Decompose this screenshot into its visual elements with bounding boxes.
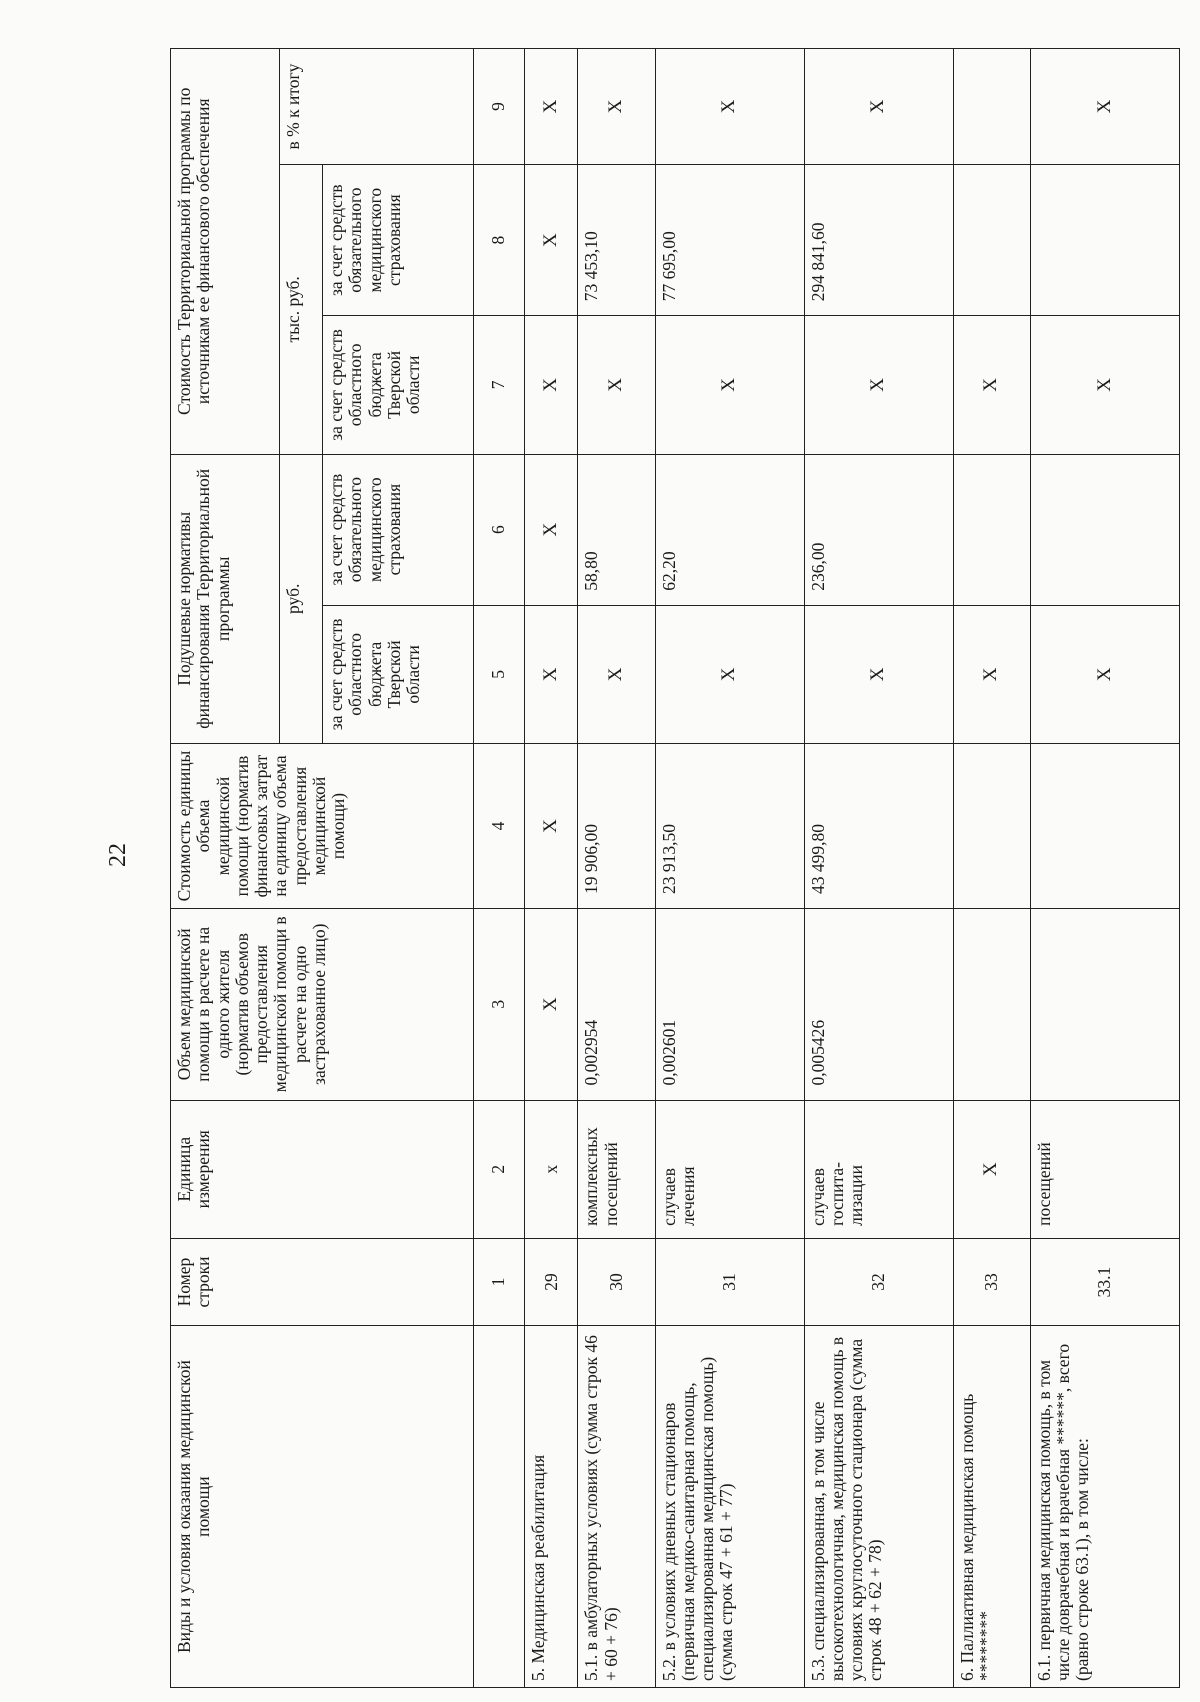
- row-cost-budget: Х: [655, 316, 804, 454]
- row-norm-budget: Х: [525, 605, 578, 743]
- column-number: 2: [474, 1100, 525, 1238]
- row-norm-oms: 58,80: [578, 454, 655, 605]
- row-volume: 0,002601: [655, 908, 804, 1100]
- header-norm-oms: за счет средств обязательного медицинского страхования: [323, 454, 474, 605]
- row-percent: Х: [655, 49, 804, 165]
- row-cost-oms: Х: [525, 165, 578, 316]
- row-norm-oms: [1030, 454, 1179, 605]
- header-unit: Единица измерения: [171, 1100, 474, 1238]
- header-cost-oms: за счет средств обязательного медицинского страхования: [323, 165, 474, 316]
- row-name: 5.3. специализированная, в том числе высокотехнологичная, медицинская помощь в условиях круглосуточного стационара (сумма строк 48 + 62 + 78): [804, 1326, 953, 1688]
- row-norm-oms: 236,00: [804, 454, 953, 605]
- row-volume: [953, 908, 1030, 1100]
- row-volume: 0,005426: [804, 908, 953, 1100]
- column-number: 5: [474, 605, 525, 743]
- row-unit: Х: [953, 1100, 1030, 1238]
- row-cost-oms: [953, 165, 1030, 316]
- row-unit: х: [525, 1100, 578, 1238]
- financing-table: [170, 48, 1180, 1688]
- row-unit-cost: Х: [525, 744, 578, 909]
- row-norm-budget: Х: [655, 605, 804, 743]
- table-row: [1030, 49, 1179, 1688]
- rotated-table-wrapper: [170, 48, 1180, 1688]
- column-number-blank: [474, 1326, 525, 1688]
- row-unit: случаев лечения: [655, 1100, 804, 1238]
- row-name: 6.1. первичная медицинская помощь, в том числе доврачебная и врачебная ******, всего (равно строке 63.1), в том числе:: [1030, 1326, 1179, 1688]
- page-number: 22: [104, 843, 131, 867]
- header-row-number: Номер строки: [171, 1238, 474, 1325]
- row-cost-budget: Х: [804, 316, 953, 454]
- row-percent: Х: [525, 49, 578, 165]
- table-row: [804, 49, 953, 1688]
- row-norm-oms: Х: [525, 454, 578, 605]
- header-percent-total: в % к итогу: [280, 49, 474, 165]
- row-unit-cost: 19 906,00: [578, 744, 655, 909]
- row-cost-oms: 73 453,10: [578, 165, 655, 316]
- column-number: 6: [474, 454, 525, 605]
- row-unit-cost: [953, 744, 1030, 909]
- row-volume: 0,002954: [578, 908, 655, 1100]
- header-per-capita-norms: Подушевые нормативы финансирования Территориальной программы: [171, 454, 280, 743]
- header-unit-rub: руб.: [280, 454, 323, 743]
- row-cost-oms: 77 695,00: [655, 165, 804, 316]
- column-number: 7: [474, 316, 525, 454]
- row-unit: посещений: [1030, 1100, 1179, 1238]
- table-row: [578, 49, 655, 1688]
- header-kinds: Виды и условия оказания медицинской помощи: [171, 1326, 474, 1688]
- column-number-row: [474, 49, 525, 1688]
- row-percent: Х: [578, 49, 655, 165]
- row-unit-cost: 43 499,80: [804, 744, 953, 909]
- column-number: 1: [474, 1238, 525, 1325]
- row-volume: Х: [525, 908, 578, 1100]
- row-name: 5.1. в амбулаторных условиях (сумма строк 46 + 60 + 76): [578, 1326, 655, 1688]
- header-volume: Объем медицинской помощи в расчете на одного жителя (норматив объемов предоставления медицинской помощи в расчете на одно застрахованное лицо): [171, 908, 474, 1100]
- row-number: 32: [804, 1238, 953, 1325]
- column-number: 8: [474, 165, 525, 316]
- row-norm-oms: 62,20: [655, 454, 804, 605]
- column-number: 3: [474, 908, 525, 1100]
- row-percent: Х: [804, 49, 953, 165]
- row-percent: Х: [1030, 49, 1179, 165]
- document-stage: [170, 48, 1180, 1688]
- row-cost-budget: Х: [525, 316, 578, 454]
- row-number: 33.1: [1030, 1238, 1179, 1325]
- table-row: [953, 49, 1030, 1688]
- row-percent: [953, 49, 1030, 165]
- row-unit-cost: [1030, 744, 1179, 909]
- header-cost-budget: за счет средств областного бюджета Тверской области: [323, 316, 474, 454]
- row-cost-budget: Х: [1030, 316, 1179, 454]
- row-norm-oms: [953, 454, 1030, 605]
- row-number: 33: [953, 1238, 1030, 1325]
- row-cost-budget: Х: [953, 316, 1030, 454]
- row-unit: комплексных посещений: [578, 1100, 655, 1238]
- row-norm-budget: Х: [953, 605, 1030, 743]
- row-number: 31: [655, 1238, 804, 1325]
- row-volume: [1030, 908, 1179, 1100]
- row-unit: случаев госпита-лизации: [804, 1100, 953, 1238]
- row-name: 5.2. в условиях дневных стационаров (первичная медико-санитарная помощь, специализированная медицинская помощь) (сумма строк 47 + 61 + 77): [655, 1326, 804, 1688]
- row-norm-budget: Х: [578, 605, 655, 743]
- column-number: 4: [474, 744, 525, 909]
- row-number: 30: [578, 1238, 655, 1325]
- row-norm-budget: Х: [804, 605, 953, 743]
- row-name: 5. Медицинская реабилитация: [525, 1326, 578, 1688]
- header-norm-budget: за счет средств областного бюджета Тверской области: [323, 605, 474, 743]
- row-cost-oms: 294 841,60: [804, 165, 953, 316]
- row-number: 29: [525, 1238, 578, 1325]
- header-unit-cost: Стоимость единицы объема медицинской помощи (норматив финансовых затрат на единицу объема предоставления медицинской помощи): [171, 744, 474, 909]
- row-cost-oms: [1030, 165, 1179, 316]
- header-program-cost: Стоимость Территориальной программы по источникам ее финансового обеспечения: [171, 49, 280, 455]
- row-unit-cost: 23 913,50: [655, 744, 804, 909]
- row-name: 6. Паллиативная медицинская помощь ********: [953, 1326, 1030, 1688]
- table-row: [525, 49, 578, 1688]
- row-norm-budget: Х: [1030, 605, 1179, 743]
- header-unit-thousand-rub: тыс. руб.: [280, 165, 323, 454]
- table-row: [655, 49, 804, 1688]
- column-number: 9: [474, 49, 525, 165]
- row-cost-budget: Х: [578, 316, 655, 454]
